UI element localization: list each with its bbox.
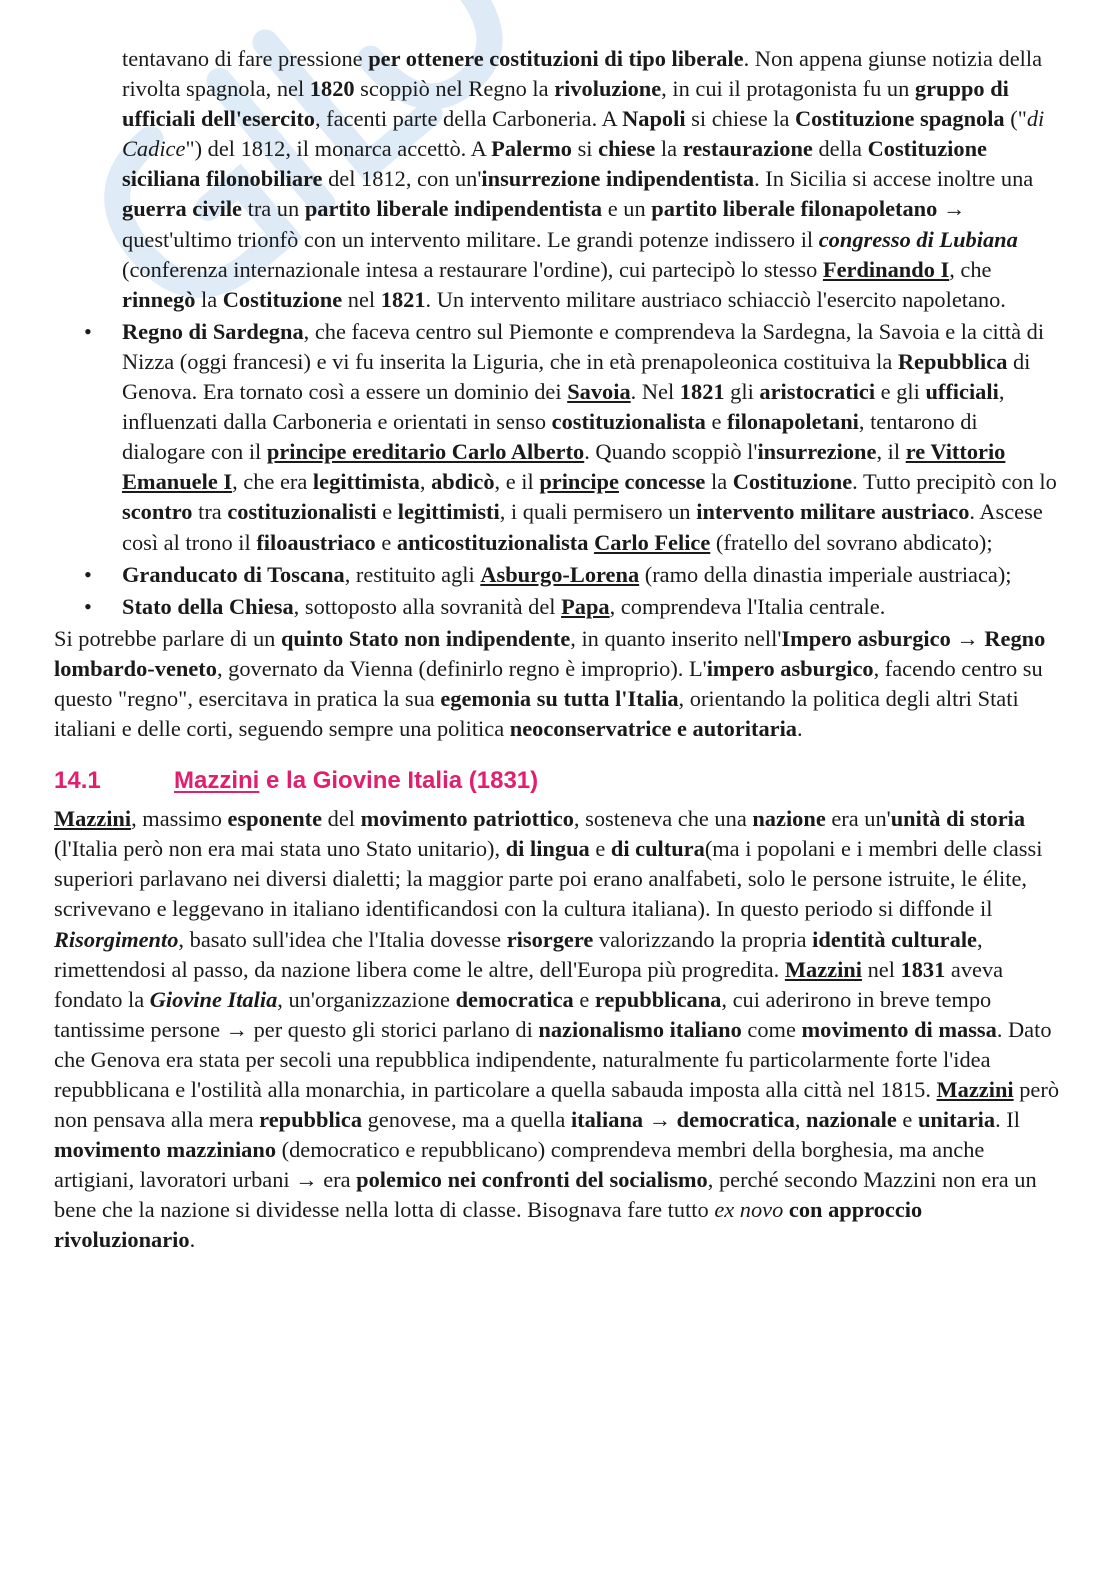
list-item <box>54 317 1064 558</box>
list-item <box>54 592 1064 622</box>
section-title: Mazzini e la Giovine Italia (1831) <box>174 767 539 795</box>
fifth-state-paragraph: Si potrebbe parlare di un quinto Stato non indipendente, in quanto inserito nell'Impero asburgico → Regno lombardo-veneto, governato da Vienna (definirlo regno è improprio). L'impero asburgico, facendo centro su questo "regno", esercitava in pratica la sua egemonia su tutta l'Italia, orientando la politica degli altri Stati italiani e delle corti, seguendo sempre una politica neoconservatrice e autoritaria. <box>54 625 1046 742</box>
state-regno-di-sardegna: Regno di Sardegna, che faceva centro sul Piemonte e comprendeva la Sardegna, la Savoia e la città di Nizza (oggi francesi) e vi fu inserita la Liguria, che in età prenapoleonica costituiva la Repubblica di Genova. Era tornato così a essere un dominio dei Savoia. Nel 1821 gli aristocratici e gli ufficiali, influenzati dalla Carboneria e orientati in senso costituzionalista e filonapoletani, tentarono di dialogare con il principe ereditario Carlo Alberto. Quando scoppiò l'insurrezione, il re Vittorio Emanuele I, che era legittimista, abdicò, e il principe concesse la Costituzione. Tutto precipitò con lo scontro tra costituzionalisti e legittimisti, i quali permisero un intervento militare austriaco. Ascese così al trono il filoaustriaco e anticostituzionalista Carlo Felice (fratello del sovrano abdicato); <box>122 318 1057 555</box>
bullet-icon: • <box>84 593 92 619</box>
section-number: 14.1 <box>54 767 101 795</box>
state-stato-della-chiesa: Stato della Chiesa, sottoposto alla sovranità del Papa, comprendeva l'Italia centrale. <box>122 593 886 619</box>
bullet-icon: • <box>84 318 92 344</box>
list-item <box>54 560 1064 590</box>
document-page <box>54 44 1064 1256</box>
mazzini-paragraph: Mazzini, massimo esponente del movimento patriottico, sosteneva che una nazione era un'unità di storia (l'Italia però non era mai stata uno Stato unitario), di lingua e di cultura(ma i popolani e i membri delle classi superiori parlavano nei diversi dialetti; la maggior parte poi erano analfabeti, solo le persone istruite, le élite, scrivevano e leggevano in italiano identificandosi con la cultura italiana). In questo periodo si diffonde il Risorgimento, basato sull'idea che l'Italia dovesse risorgere valorizzando la propria identità culturale, rimettendosi al passo, da nazione libera come le altre, dell'Europa più progredita. Mazzini nel 1831 aveva fondato la Giovine Italia, un'organizzazione democratica e repubblicana, cui aderirono in breve tempo tantissime persone → per questo gli storici parlano di nazionalismo italiano come movimento di massa. Dato che Genova era stata per secoli una repubblica indipendente, naturalmente fu particolarmente forte l'idea repubblicana e l'ostilità alla monarchia, in particolare a quella sabauda imposta alla città nel 1815. Mazzini però non pensava alla mera repubblica genovese, ma a quella italiana → democratica, nazionale e unitaria. Il movimento mazziniano (democratico e repubblicano) comprendeva membri della borghesia, ma anche artigiani, lavoratori urbani → era polemico nei confronti del socialismo, perché secondo Mazzini non era un bene che la nazione si dividesse nella lotta di classe. Bisognava fare tutto ex novo con approccio rivoluzionario. <box>54 806 1060 1253</box>
continuation-paragraph: tentavano di fare pressione per ottenere costituzioni di tipo liberale. Non appena giunse notizia della rivolta spagnola, nel 1820 scoppiò nel Regno la rivoluzione, in cui il protagonista fu un gruppo di ufficiali dell'esercito, facenti parte della Carboneria. A Napoli si chiese la Costituzione spagnola ("di Cadice") del 1812, il monarca accettò. A Palermo si chiese la restaurazione della Costituzione siciliana filonobiliare del 1812, con un'insurrezione indipendentista. In Sicilia si accese inoltre una guerra civile tra un partito liberale indipendentista e un partito liberale filonapoletano → quest'ultimo trionfò con un intervento militare. Le grandi potenze indissero il congresso di Lubiana (conferenza internazionale intesa a restaurare l'ordine), cui partecipò lo stesso Ferdinando I, che rinnegò la Costituzione nel 1821. Un intervento militare austriaco schiacciò l'esercito napoletano. <box>122 46 1045 312</box>
state-granducato-di-toscana: Granducato di Toscana, restituito agli Asburgo-Lorena (ramo della dinastia imperiale austriaca); <box>122 561 1012 587</box>
bullet-icon: • <box>84 561 92 587</box>
section-heading <box>54 766 1064 796</box>
italian-states-list <box>54 317 1064 622</box>
